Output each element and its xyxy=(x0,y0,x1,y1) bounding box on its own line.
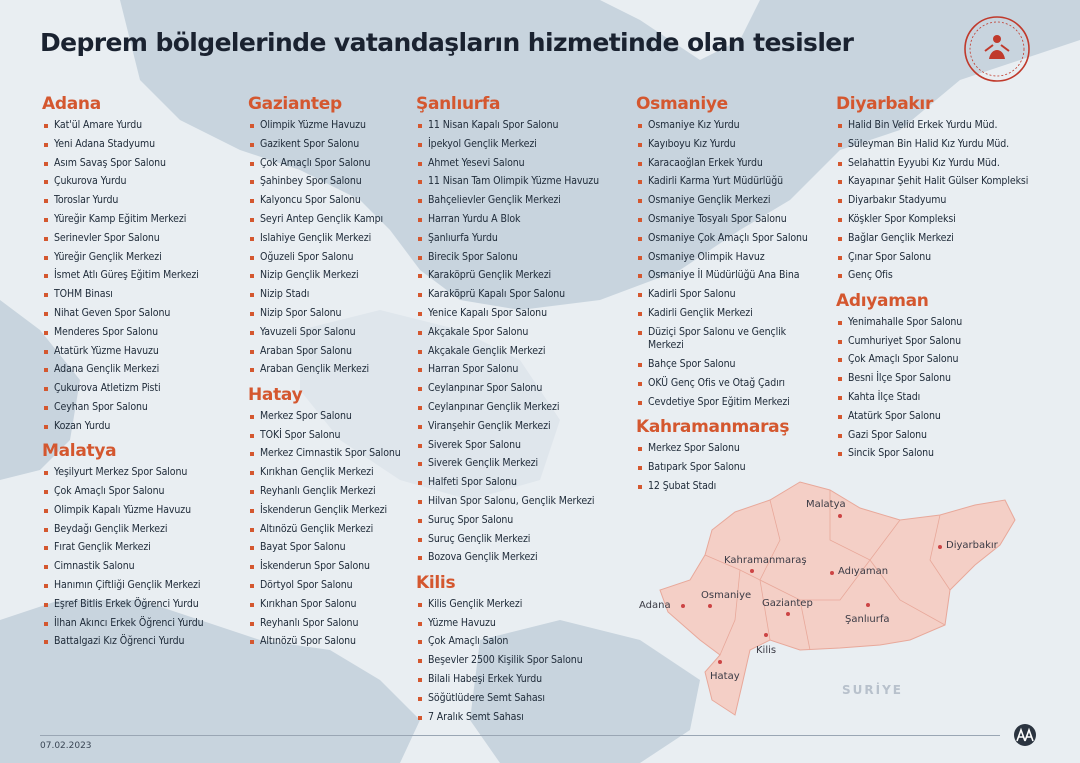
facility-item: Harran Yurdu A Blok xyxy=(416,213,632,227)
facility-item: Kırıkhan Gençlik Merkezi xyxy=(248,466,408,480)
map-label-gaziantep: Gaziantep xyxy=(762,598,813,609)
facility-item: Gazikent Spor Salonu xyxy=(248,138,408,152)
map-label-osmaniye: Osmaniye xyxy=(701,590,752,601)
facility-item: Nizip Stadı xyxy=(248,288,408,302)
map-label-hatay: Hatay xyxy=(710,671,740,682)
facility-item: Oğuzeli Spor Salonu xyxy=(248,251,408,265)
city-dot xyxy=(786,612,790,616)
facility-item: Adana Gençlik Merkezi xyxy=(42,363,242,377)
province-sanliurfa xyxy=(416,94,632,565)
facility-item: Kadirli Karma Yurt Müdürlüğü xyxy=(636,175,820,189)
province-diyarbakir xyxy=(836,94,1066,283)
facility-item: Batıpark Spor Salonu xyxy=(636,461,820,475)
facility-item: Yavuzeli Spor Salonu xyxy=(248,326,408,340)
facility-item: Besni İlçe Spor Salonu xyxy=(836,372,1066,386)
facility-list xyxy=(636,119,820,409)
facility-item: Akçakale Gençlik Merkezi xyxy=(416,345,632,359)
facility-item: Yüzme Havuzu xyxy=(416,617,632,631)
facility-item: Ahmet Yesevi Salonu xyxy=(416,157,632,171)
facility-item: Ceylanpınar Gençlik Merkezi xyxy=(416,401,632,415)
map-label-malatya: Malatya xyxy=(806,499,846,510)
facility-item: Genç Ofis xyxy=(836,269,1066,283)
facility-item: Düziçi Spor Salonu ve Gençlik Merkezi xyxy=(636,326,820,353)
city-dot xyxy=(708,604,712,608)
facility-item: Suruç Spor Salonu xyxy=(416,514,632,528)
province-heading: Malatya xyxy=(42,441,117,462)
facility-item: Kalyoncu Spor Salonu xyxy=(248,194,408,208)
facility-item: Selahattin Eyyubi Kız Yurdu Müd. xyxy=(836,157,1066,171)
facility-item: 11 Nisan Kapalı Spor Salonu xyxy=(416,119,632,133)
facility-item: Nizip Gençlik Merkezi xyxy=(248,269,408,283)
publish-date: 07.02.2023 xyxy=(40,741,92,751)
facility-item: Battalgazi Kız Öğrenci Yurdu xyxy=(42,635,242,649)
facility-item: Araban Gençlik Merkezi xyxy=(248,363,408,377)
facility-item: Cumhuriyet Spor Salonu xyxy=(836,335,1066,349)
facility-item: Karaköprü Gençlik Merkezi xyxy=(416,269,632,283)
map-label-sanliurfa: Şanlıurfa xyxy=(845,614,890,625)
province-heading: Diyarbakır xyxy=(836,94,934,114)
facility-item: Merkez Spor Salonu xyxy=(248,410,408,424)
facility-item: Olimpik Yüzme Havuzu xyxy=(248,119,408,133)
province-heading: Adana xyxy=(42,94,101,114)
facility-item: Çok Amaçlı Spor Salonu xyxy=(836,353,1066,367)
city-dot xyxy=(830,571,834,575)
facility-item: Harran Spor Salonu xyxy=(416,363,632,377)
facility-list xyxy=(248,119,408,377)
city-dot xyxy=(838,514,842,518)
facility-item: Osmaniye Gençlik Merkezi xyxy=(636,194,820,208)
facility-item: Yenimahalle Spor Salonu xyxy=(836,316,1066,330)
map-label-diyarbakir: Diyarbakır xyxy=(946,540,998,551)
facility-item: TOKİ Spor Salonu xyxy=(248,429,408,443)
facility-item: Yüreğir Kamp Eğitim Merkezi xyxy=(42,213,242,227)
facility-item: Köşkler Spor Kompleksi xyxy=(836,213,1066,227)
facility-item: Çok Amaçlı Spor Salonu xyxy=(248,157,408,171)
facility-item: Cimnastik Salonu xyxy=(42,560,242,574)
province-heading: Osmaniye xyxy=(636,94,728,114)
column-4 xyxy=(636,94,820,501)
facility-item: Cevdetiye Spor Eğitim Merkezi xyxy=(636,396,820,410)
facility-item: Osmaniye Olimpik Havuz xyxy=(636,251,820,265)
facility-item: Yeşilyurt Merkez Spor Salonu xyxy=(42,466,242,480)
facility-item: İsmet Atlı Güreş Eğitim Merkezi xyxy=(42,269,242,283)
province-hatay xyxy=(248,385,408,649)
facility-item: Kadirli Gençlik Merkezi xyxy=(636,307,820,321)
anadolu-agency-logo-icon xyxy=(1010,723,1040,747)
province-kilis xyxy=(416,573,632,724)
facility-item: OKÜ Genç Ofis ve Otağ Çadırı xyxy=(636,377,820,391)
facility-item: Yüreğir Gençlik Merkezi xyxy=(42,251,242,265)
facility-item: İskenderun Spor Salonu xyxy=(248,560,408,574)
map-label-adana: Adana xyxy=(639,600,671,611)
facility-item: Serinevler Spor Salonu xyxy=(42,232,242,246)
ministry-emblem-icon xyxy=(963,15,1031,83)
city-dot xyxy=(764,633,768,637)
facility-item: Beydağı Gençlik Merkezi xyxy=(42,523,242,537)
facility-item: Osmaniye Kız Yurdu xyxy=(636,119,820,133)
province-heading: Şanlıurfa xyxy=(416,94,501,114)
column-5 xyxy=(836,94,1066,469)
facility-item: Kayapınar Şehit Halit Gülser Kompleksi xyxy=(836,175,1066,189)
province-heading: Gaziantep xyxy=(248,94,342,114)
facility-item: Fırat Gençlik Merkezi xyxy=(42,541,242,555)
facility-item: Siverek Gençlik Merkezi xyxy=(416,457,632,471)
facility-item: İpekyol Gençlik Merkezi xyxy=(416,138,632,152)
facility-item: Kat'ül Amare Yurdu xyxy=(42,119,242,133)
facility-item: İskenderun Gençlik Merkezi xyxy=(248,504,408,518)
facility-item: Diyarbakır Stadyumu xyxy=(836,194,1066,208)
facility-item: Kozan Yurdu xyxy=(42,420,242,434)
facility-item: 11 Nisan Tam Olimpik Yüzme Havuzu xyxy=(416,175,632,189)
facility-item: Bahçelievler Gençlik Merkezi xyxy=(416,194,632,208)
facility-list xyxy=(248,410,408,649)
province-gaziantep xyxy=(248,94,408,377)
footer-divider xyxy=(40,735,1000,736)
facility-item: 12 Şubat Stadı xyxy=(636,480,820,494)
city-dot xyxy=(681,604,685,608)
map-label-suriye: SURİYE xyxy=(842,683,903,697)
facility-item: Akçakale Spor Salonu xyxy=(416,326,632,340)
facility-list xyxy=(416,598,632,724)
column-1 xyxy=(42,94,242,657)
province-heading: Kahramanmaraş xyxy=(636,417,790,438)
facility-item: Söğütlüdere Semt Sahası xyxy=(416,692,632,706)
city-dot xyxy=(866,603,870,607)
facility-list xyxy=(416,119,632,565)
facility-item: Halid Bin Velid Erkek Yurdu Müd. xyxy=(836,119,1066,133)
facility-item: Yeni Adana Stadyumu xyxy=(42,138,242,152)
province-adana xyxy=(42,94,242,433)
facility-item: Nizip Spor Salonu xyxy=(248,307,408,321)
facility-item: Viranşehir Gençlik Merkezi xyxy=(416,420,632,434)
facility-item: Çok Amaçlı Spor Salonu xyxy=(42,485,242,499)
facility-item: Merkez Cimnastik Spor Salonu xyxy=(248,447,408,461)
facility-item: Bozova Gençlik Merkezi xyxy=(416,551,632,565)
facility-item: Süleyman Bin Halid Kız Yurdu Müd. xyxy=(836,138,1066,152)
province-heading: Adıyaman xyxy=(836,290,929,311)
column-3 xyxy=(416,94,632,732)
map-label-kahramanmaras: Kahramanmaraş xyxy=(724,555,807,566)
facility-item: Islahiye Gençlik Merkezi xyxy=(248,232,408,246)
facility-item: Şahinbey Spor Salonu xyxy=(248,175,408,189)
facility-item: Seyri Antep Gençlik Kampı xyxy=(248,213,408,227)
facility-item: Osmaniye Çok Amaçlı Spor Salonu xyxy=(636,232,820,246)
facility-item: İlhan Akıncı Erkek Öğrenci Yurdu xyxy=(42,617,242,631)
facility-item: Ceylanpınar Spor Salonu xyxy=(416,382,632,396)
facility-item: Çukurova Atletizm Pisti xyxy=(42,382,242,396)
facility-item: Bahçe Spor Salonu xyxy=(636,358,820,372)
facility-item: 7 Aralık Semt Sahası xyxy=(416,711,632,725)
facility-item: Reyhanlı Gençlik Merkezi xyxy=(248,485,408,499)
province-kahramanmaras xyxy=(636,417,820,493)
facility-item: Yenice Kapalı Spor Salonu xyxy=(416,307,632,321)
facility-item: Gazi Spor Salonu xyxy=(836,429,1066,443)
facility-item: Reyhanlı Spor Salonu xyxy=(248,617,408,631)
facility-item: Bağlar Gençlik Merkezi xyxy=(836,232,1066,246)
facility-item: Atatürk Spor Salonu xyxy=(836,410,1066,424)
facility-item: Kırıkhan Spor Salonu xyxy=(248,598,408,612)
facility-item: Nihat Geven Spor Salonu xyxy=(42,307,242,321)
province-malatya xyxy=(42,441,242,649)
facility-list xyxy=(42,119,242,433)
facility-item: Halfeti Spor Salonu xyxy=(416,476,632,490)
facility-item: Araban Spor Salonu xyxy=(248,345,408,359)
facility-item: Şanlıurfa Yurdu xyxy=(416,232,632,246)
column-2 xyxy=(248,94,408,657)
facility-item: Kahta İlçe Stadı xyxy=(836,391,1066,405)
facility-item: TOHM Binası xyxy=(42,288,242,302)
facility-item: Bilali Habeşi Erkek Yurdu xyxy=(416,673,632,687)
province-heading: Kilis xyxy=(416,572,456,593)
facility-item: Karacaoğlan Erkek Yurdu xyxy=(636,157,820,171)
province-heading: Hatay xyxy=(248,384,303,405)
facility-item: Hilvan Spor Salonu, Gençlik Merkezi xyxy=(416,495,632,509)
facility-item: Çınar Spor Salonu xyxy=(836,251,1066,265)
facility-item: Atatürk Yüzme Havuzu xyxy=(42,345,242,359)
facility-item: Toroslar Yurdu xyxy=(42,194,242,208)
facility-list xyxy=(636,442,820,493)
facility-item: Kilis Gençlik Merkezi xyxy=(416,598,632,612)
facility-item: Osmaniye İl Müdürlüğü Ana Bina xyxy=(636,269,820,283)
facility-item: Altınözü Gençlik Merkezi xyxy=(248,523,408,537)
facility-item: Osmaniye Tosyalı Spor Salonu xyxy=(636,213,820,227)
facility-item: Menderes Spor Salonu xyxy=(42,326,242,340)
facility-list xyxy=(836,316,1066,461)
facility-list xyxy=(42,466,242,649)
facility-item: Ceyhan Spor Salonu xyxy=(42,401,242,415)
facility-item: Çukurova Yurdu xyxy=(42,175,242,189)
facility-item: Siverek Spor Salonu xyxy=(416,439,632,453)
facility-item: Çok Amaçlı Salon xyxy=(416,635,632,649)
city-dot xyxy=(750,569,754,573)
facility-item: Hanımın Çiftliği Gençlik Merkezi xyxy=(42,579,242,593)
province-adiyaman xyxy=(836,291,1066,461)
facility-item: Birecik Spor Salonu xyxy=(416,251,632,265)
facility-item: Sincik Spor Salonu xyxy=(836,447,1066,461)
facility-item: Kadirli Spor Salonu xyxy=(636,288,820,302)
facility-item: Merkez Spor Salonu xyxy=(636,442,820,456)
city-dot xyxy=(718,660,722,664)
city-dot xyxy=(938,545,942,549)
facility-item: Eşref Bitlis Erkek Öğrenci Yurdu xyxy=(42,598,242,612)
facility-item: Asım Savaş Spor Salonu xyxy=(42,157,242,171)
facility-list xyxy=(836,119,1066,283)
facility-item: Karaköprü Kapalı Spor Salonu xyxy=(416,288,632,302)
facility-item: Dörtyol Spor Salonu xyxy=(248,579,408,593)
facility-item: Altınözü Spor Salonu xyxy=(248,635,408,649)
map-label-kilis: Kilis xyxy=(756,645,777,656)
facility-item: Bayat Spor Salonu xyxy=(248,541,408,555)
page-title: Deprem bölgelerinde vatandaşların hizmetinde olan tesisler xyxy=(40,28,854,57)
facility-item: Suruç Gençlik Merkezi xyxy=(416,533,632,547)
facility-item: Beşevler 2500 Kişilik Spor Salonu xyxy=(416,654,632,668)
facility-item: Kayıboyu Kız Yurdu xyxy=(636,138,820,152)
map-label-adiyaman: Adıyaman xyxy=(838,566,889,577)
province-osmaniye xyxy=(636,94,820,409)
facility-item: Olimpik Kapalı Yüzme Havuzu xyxy=(42,504,242,518)
